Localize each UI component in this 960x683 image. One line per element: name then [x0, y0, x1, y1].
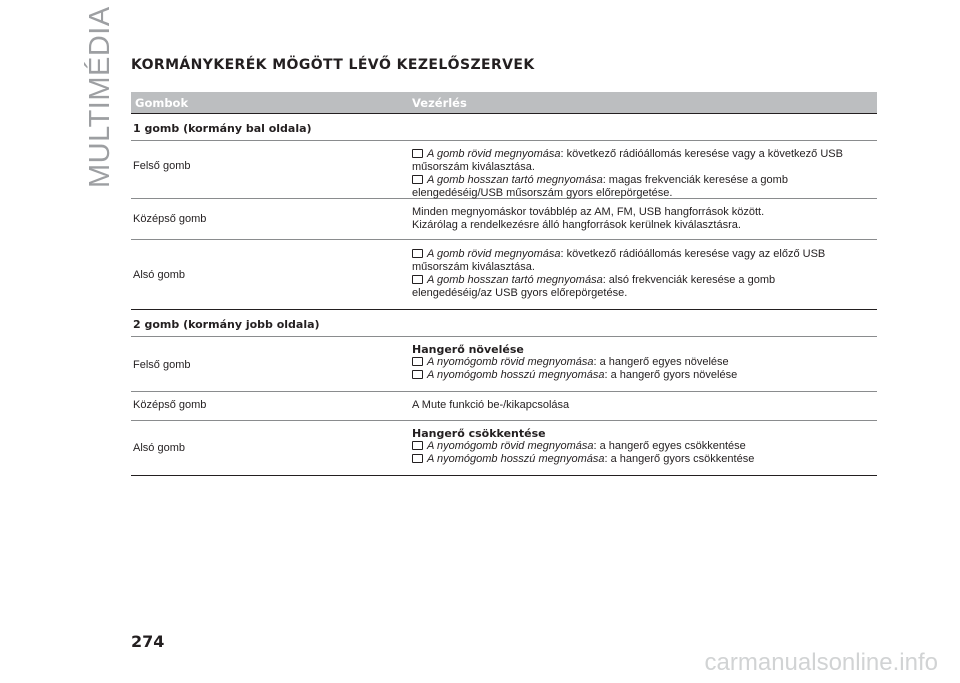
row-description	[412, 343, 882, 382]
description-text: műsorszám kiválasztása.	[412, 161, 535, 173]
description-text: : a hangerő egyes csökkentése	[593, 440, 746, 452]
description-heading: Hangerő csökkentése	[412, 427, 546, 440]
page-number: 274	[131, 632, 165, 651]
bullet-icon	[412, 454, 423, 463]
section-title	[131, 310, 877, 336]
bullet-icon	[412, 249, 423, 258]
bullet-icon	[412, 357, 423, 366]
description-text: műsorszám kiválasztása.	[412, 261, 535, 273]
row-label: Alsó gomb	[133, 442, 185, 454]
description-text: Kizárólag a rendelkezésre álló hangforrások kerülnek kiválasztásra.	[412, 219, 741, 231]
row-label: Középső gomb	[133, 213, 207, 225]
table-row	[131, 421, 877, 475]
bullet-icon	[412, 370, 423, 379]
emphasis-text: A nyomógomb rövid megnyomása	[427, 440, 594, 452]
table-row	[131, 199, 877, 239]
emphasis-text: A gomb hosszan tartó megnyomása	[427, 274, 603, 286]
description-text: : magas frekvenciák keresése a gomb	[602, 174, 788, 186]
description-text: elengedéséig/az USB gyors előrepörgetése.	[412, 287, 628, 299]
description-text: : következő rádióállomás keresése vagy a következő USB	[560, 148, 843, 160]
description-text: : a hangerő egyes növelése	[593, 356, 729, 368]
bullet-icon	[412, 149, 423, 158]
description-text: : a hangerő gyors csökkentése	[604, 453, 755, 465]
description-text: Minden megnyomáskor továbblép az AM, FM, USB hangforrások között.	[412, 206, 765, 218]
table-row	[131, 141, 877, 198]
row-description	[412, 248, 882, 300]
emphasis-text: A gomb rövid megnyomása	[427, 248, 561, 260]
emphasis-text: A nyomógomb hosszú megnyomása	[427, 369, 605, 381]
page-title: KORMÁNYKERÉK MÖGÖTT LÉVŐ KEZELŐSZERVEK	[131, 57, 535, 73]
row-description	[412, 427, 882, 466]
row-description	[412, 148, 882, 200]
section-title	[131, 114, 877, 140]
row-description	[412, 206, 882, 232]
row-label: Felső gomb	[133, 160, 191, 172]
section-title-text: 2 gomb (kormány jobb oldala)	[133, 318, 320, 331]
section-title-text: 1 gomb (kormány bal oldala)	[133, 122, 312, 135]
emphasis-text: A gomb hosszan tartó megnyomása	[427, 174, 603, 186]
table-row	[131, 392, 877, 420]
emphasis-text: A nyomógomb hosszú megnyomása	[427, 453, 605, 465]
description-text: A Mute funkció be-/kikapcsolása	[412, 399, 570, 411]
chapter-side-title: MULTIMÉDIA	[84, 6, 116, 188]
table-row	[131, 337, 877, 391]
table-row	[131, 240, 877, 309]
description-heading: Hangerő növelése	[412, 343, 524, 356]
column-header-buttons: Gombok	[135, 96, 189, 110]
description-text: : alsó frekvenciák keresése a gomb	[602, 274, 776, 286]
description-text: : a hangerő gyors növelése	[604, 369, 738, 381]
divider	[131, 475, 877, 476]
bullet-icon	[412, 175, 423, 184]
table-header	[131, 92, 877, 113]
controls-table	[131, 92, 877, 476]
emphasis-text: A gomb rövid megnyomása	[427, 148, 561, 160]
description-text: : következő rádióállomás keresése vagy az előző USB	[560, 248, 826, 260]
column-header-control: Vezérlés	[412, 96, 467, 110]
watermark: carmanualsonline.info	[704, 649, 938, 676]
bullet-icon	[412, 275, 423, 284]
emphasis-text: A nyomógomb rövid megnyomása	[427, 356, 594, 368]
description-text: elengedéséig/USB műsorszám gyors előrepörgetése.	[412, 187, 673, 199]
bullet-icon	[412, 441, 423, 450]
row-label: Középső gomb	[133, 399, 207, 411]
row-label: Alsó gomb	[133, 269, 185, 281]
row-label: Felső gomb	[133, 359, 191, 371]
row-description	[412, 399, 882, 412]
